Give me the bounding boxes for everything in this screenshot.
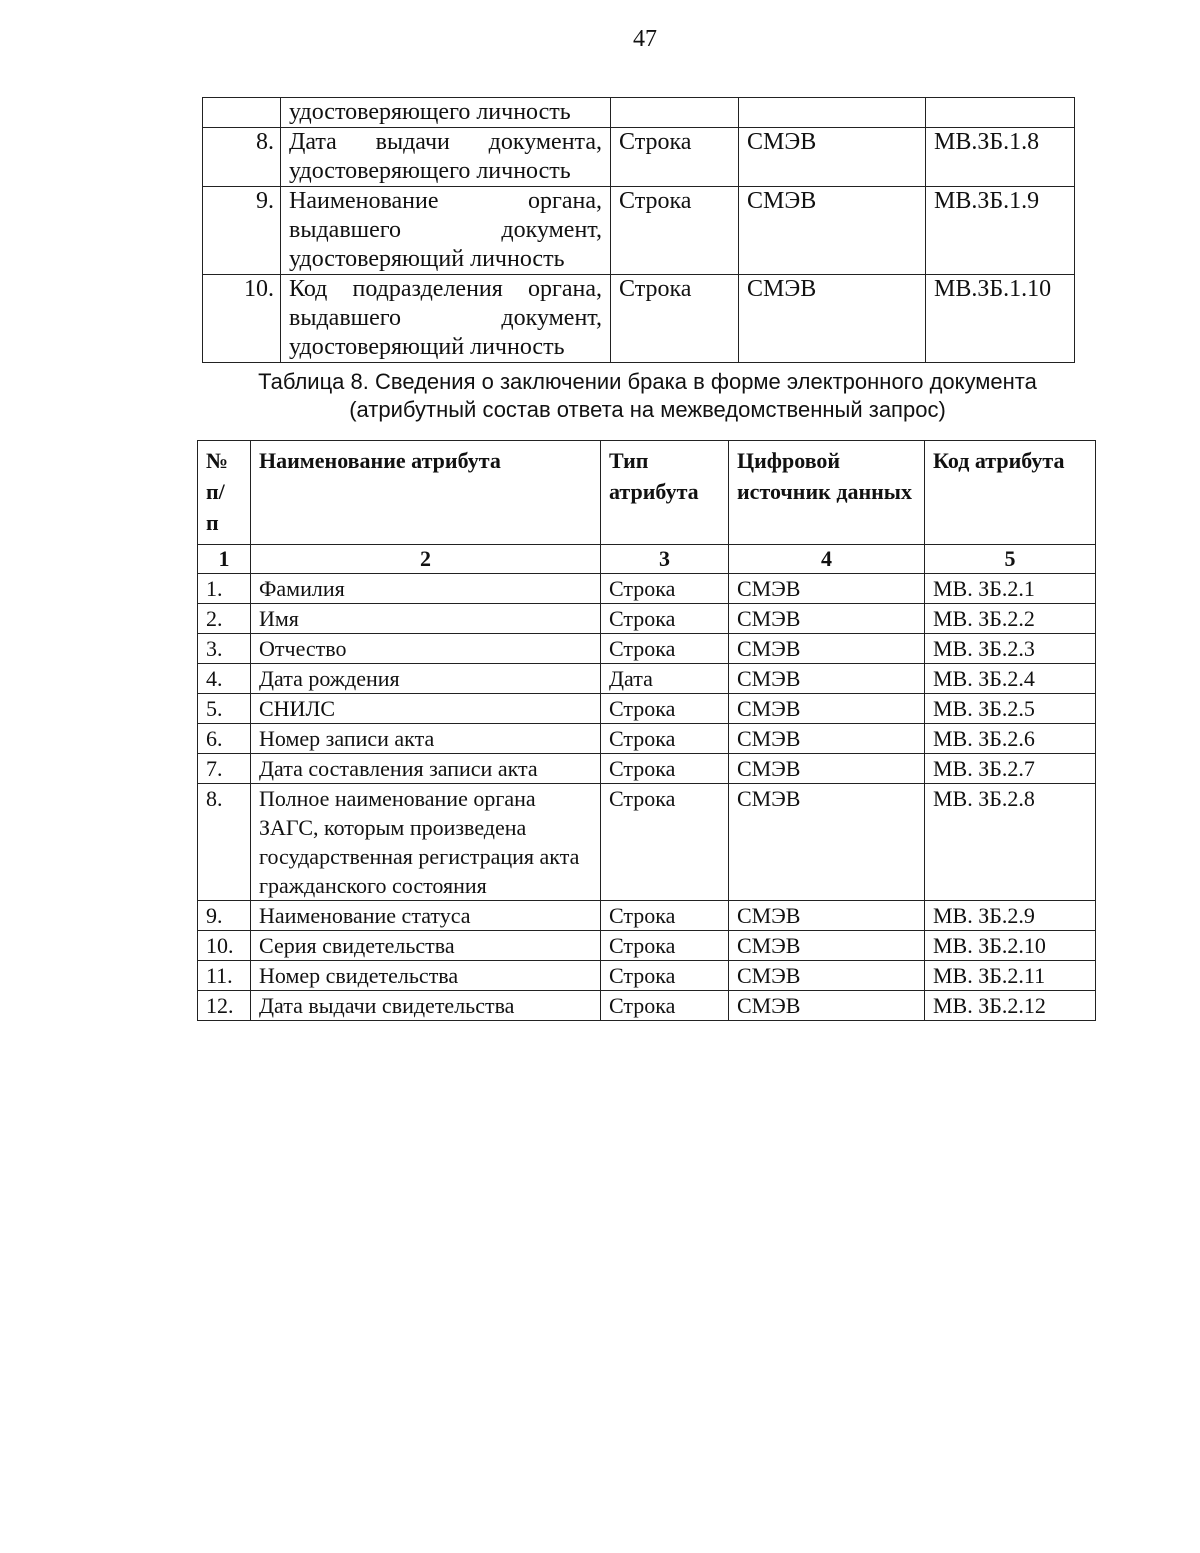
attribute-code: МВ. ЗБ.2.3 — [925, 634, 1096, 664]
data-source: СМЭВ — [729, 991, 925, 1021]
table-row — [198, 664, 1096, 694]
attribute-code: МВ.ЗБ.1.10 — [926, 275, 1075, 363]
attribute-type: Строка — [611, 275, 739, 363]
attribute-name: Фамилия — [251, 574, 601, 604]
attribute-name: Серия свидетельства — [251, 931, 601, 961]
table-row — [203, 187, 1075, 275]
attribute-code: МВ. ЗБ.2.11 — [925, 961, 1096, 991]
header-attribute-type: Тип атрибута — [601, 441, 729, 545]
attribute-name: Дата составления записи акта — [251, 754, 601, 784]
attribute-name: удостоверяющего личность — [281, 98, 611, 128]
row-number: 7. — [198, 754, 251, 784]
attribute-name: Имя — [251, 604, 601, 634]
data-source — [739, 98, 926, 128]
attribute-code: МВ.ЗБ.1.8 — [926, 128, 1075, 187]
row-number: 9. — [198, 901, 251, 931]
attribute-type: Строка — [601, 574, 729, 604]
column-number: 2 — [251, 545, 601, 574]
row-number: 11. — [198, 961, 251, 991]
attribute-name: Наименование органа, выдавшего документ, удостоверяющий личность — [281, 187, 611, 275]
header-data-source: Цифровой источник данных — [729, 441, 925, 545]
table-row — [198, 991, 1096, 1021]
data-source: СМЭВ — [729, 574, 925, 604]
table1-body — [203, 98, 1075, 363]
attribute-code: МВ. ЗБ.2.7 — [925, 754, 1096, 784]
attribute-name: Дата выдачи свидетельства — [251, 991, 601, 1021]
data-source: СМЭВ — [729, 961, 925, 991]
attributes-table-continued — [202, 97, 1075, 363]
row-number: 1. — [198, 574, 251, 604]
attribute-type: Строка — [601, 931, 729, 961]
header-attribute-code: Код атрибута — [925, 441, 1096, 545]
attribute-name: Номер записи акта — [251, 724, 601, 754]
data-source: СМЭВ — [729, 604, 925, 634]
attribute-type: Строка — [611, 128, 739, 187]
attribute-type: Строка — [601, 961, 729, 991]
table-row — [198, 931, 1096, 961]
attribute-type: Строка — [611, 187, 739, 275]
attribute-type: Строка — [601, 991, 729, 1021]
row-number: 8. — [198, 784, 251, 901]
header-attribute-name: Наименование атрибута — [251, 441, 601, 545]
marriage-attributes-table — [197, 440, 1096, 1021]
row-number: 3. — [198, 634, 251, 664]
attribute-type: Строка — [601, 634, 729, 664]
row-number: 10. — [198, 931, 251, 961]
attribute-name: Дата выдачи документа, удостоверяющего личность — [281, 128, 611, 187]
attribute-name: Код подразделения органа, выдавшего документ, удостоверяющий личность — [281, 275, 611, 363]
row-number: 2. — [198, 604, 251, 634]
table-row — [203, 275, 1075, 363]
attribute-name: Отчество — [251, 634, 601, 664]
attribute-code: МВ. ЗБ.2.1 — [925, 574, 1096, 604]
data-source: СМЭВ — [729, 724, 925, 754]
row-number: 4. — [198, 664, 251, 694]
attribute-code: МВ. ЗБ.2.10 — [925, 931, 1096, 961]
row-number: 5. — [198, 694, 251, 724]
table-row — [203, 128, 1075, 187]
attribute-code — [926, 98, 1075, 128]
table-row — [198, 901, 1096, 931]
attribute-name: Дата рождения — [251, 664, 601, 694]
table-row — [198, 961, 1096, 991]
attribute-code: МВ. ЗБ.2.9 — [925, 901, 1096, 931]
attribute-code: МВ. ЗБ.2.5 — [925, 694, 1096, 724]
table-caption: Таблица 8. Сведения о заключении брака в форме электронного документа (атрибутный состав ответа на межведомственный запрос) — [258, 369, 1037, 422]
data-source: СМЭВ — [729, 664, 925, 694]
table2-body — [198, 574, 1096, 1021]
attribute-type: Строка — [601, 754, 729, 784]
table-row — [198, 574, 1096, 604]
attribute-code: МВ. ЗБ.2.2 — [925, 604, 1096, 634]
column-number: 3 — [601, 545, 729, 574]
attribute-name: Наименование статуса — [251, 901, 601, 931]
table-row — [203, 98, 1075, 128]
attribute-type: Строка — [601, 724, 729, 754]
row-number: 9. — [203, 187, 281, 275]
header-number: № п/ п — [198, 441, 251, 545]
column-number: 5 — [925, 545, 1096, 574]
attribute-code: МВ. ЗБ.2.8 — [925, 784, 1096, 901]
table-row — [198, 634, 1096, 664]
attribute-type: Строка — [601, 604, 729, 634]
attribute-type — [611, 98, 739, 128]
attribute-code: МВ.ЗБ.1.9 — [926, 187, 1075, 275]
table-row — [198, 724, 1096, 754]
table-header-row — [198, 441, 1096, 545]
table-row — [198, 604, 1096, 634]
data-source: СМЭВ — [729, 901, 925, 931]
attribute-type: Строка — [601, 694, 729, 724]
table-row — [198, 784, 1096, 901]
table-row — [198, 754, 1096, 784]
data-source: СМЭВ — [729, 931, 925, 961]
data-source: СМЭВ — [729, 784, 925, 901]
row-number: 10. — [203, 275, 281, 363]
attribute-name: Номер свидетельства — [251, 961, 601, 991]
row-number — [203, 98, 281, 128]
data-source: СМЭВ — [729, 754, 925, 784]
page-number: 47 — [633, 26, 657, 52]
data-source: СМЭВ — [729, 634, 925, 664]
data-source: СМЭВ — [739, 275, 926, 363]
column-number-row — [198, 545, 1096, 574]
attribute-code: МВ. ЗБ.2.12 — [925, 991, 1096, 1021]
attribute-name: СНИЛС — [251, 694, 601, 724]
attribute-name: Полное наименование органа ЗАГС, которым произведена государственная регистрация акта гражданского состояния — [251, 784, 601, 901]
attribute-code: МВ. ЗБ.2.4 — [925, 664, 1096, 694]
attribute-type: Строка — [601, 901, 729, 931]
attribute-type: Строка — [601, 784, 729, 901]
data-source: СМЭВ — [739, 128, 926, 187]
attribute-code: МВ. ЗБ.2.6 — [925, 724, 1096, 754]
row-number: 6. — [198, 724, 251, 754]
table-row — [198, 694, 1096, 724]
column-number: 4 — [729, 545, 925, 574]
row-number: 12. — [198, 991, 251, 1021]
row-number: 8. — [203, 128, 281, 187]
attribute-type: Дата — [601, 664, 729, 694]
data-source: СМЭВ — [739, 187, 926, 275]
data-source: СМЭВ — [729, 694, 925, 724]
column-number: 1 — [198, 545, 251, 574]
